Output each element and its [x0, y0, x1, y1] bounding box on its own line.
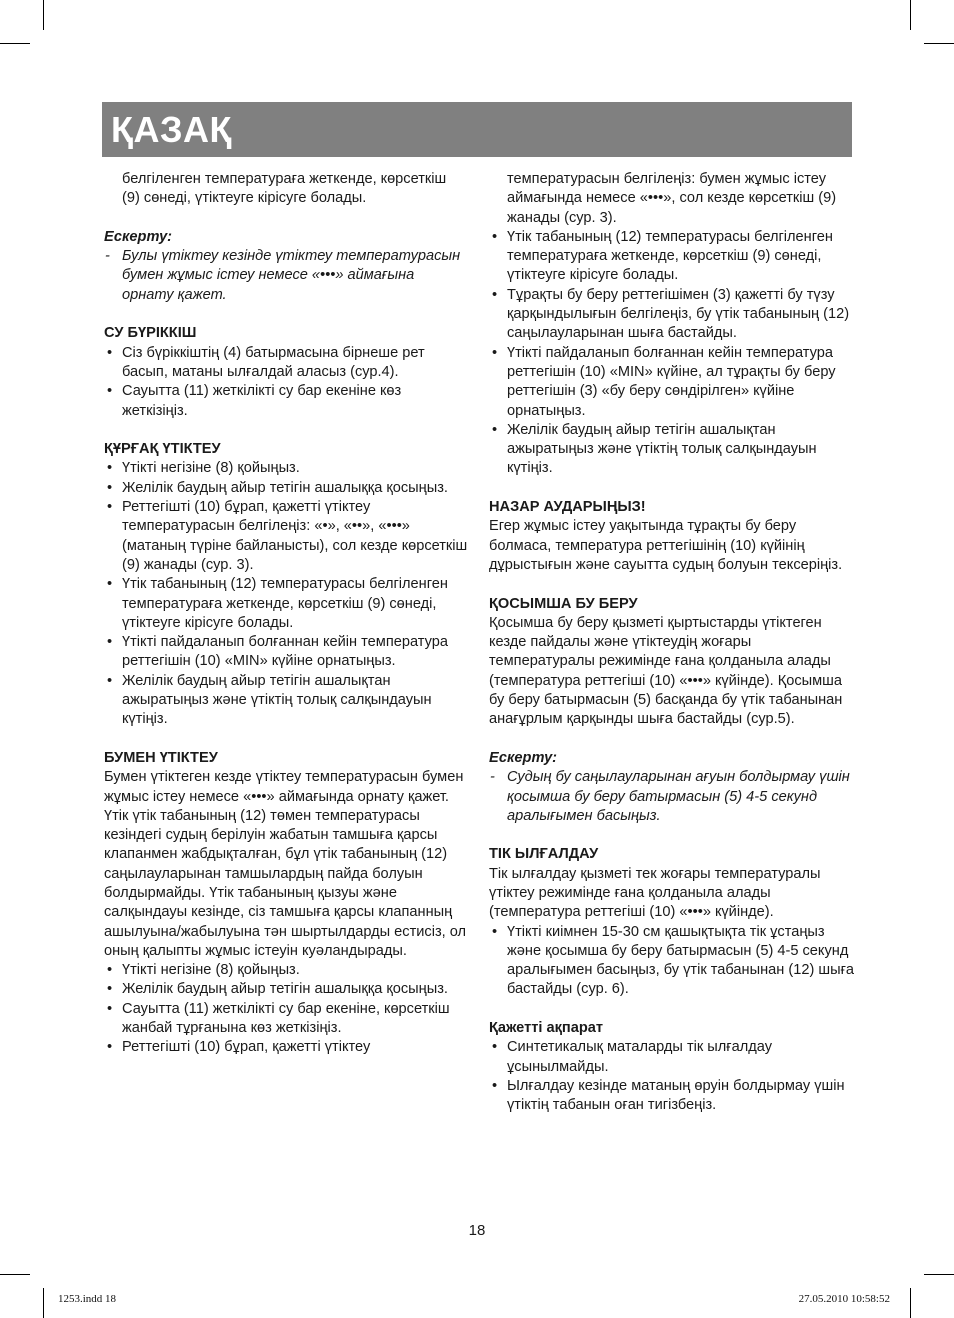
- page-number: 18: [468, 1222, 486, 1239]
- steam-paragraph-2: Үтік үтік табанының (12) төмен температурасы кезіндегі судың берілуін жабатын тамшыға қарсы клапанмен жабдықталған, бұл үтік табанының (12) саңылауларынан тамшылардың пайда болуын болдырмайды. Үтік табанының қызуы және салқындауы кезінде, сіз тамшыға қарсы клапанның ашылуына/жабылуына тән шыртылдарды естисіз, ол оның қалыпты жұмыс істеуін куәландырады.: [104, 807, 467, 959]
- note-item: - Булы үтіктеу кезінде үтіктеу температурасын бумен жұмыс істеу немесе «•••» аймағына орнату қажет.: [104, 247, 468, 305]
- list-item: • Реттегішті (10) бұрап, қажетті үтіктеу: [104, 1038, 468, 1057]
- list-item: • Үтікті пайдаланып болғаннан кейін температура реттегішін (10) «MIN» күйіне, ал тұрақты бу беру реттегішін (3) «бу беру сөндірілген» күйіне орнатыңыз.: [489, 344, 854, 421]
- right-column: [489, 170, 854, 1116]
- crop-mark-br-h: [924, 1274, 954, 1275]
- list-item: • Синтетикалық маталарды тік ылғалдау ұсынылмайды.: [489, 1038, 854, 1077]
- right-lead-text: температурасын белгілеңіз: бумен жұмыс істеу аймағында немесе «•••», сол кезде көрсеткіш (9) жанады (сур. 3).: [507, 171, 837, 226]
- attention-section: [489, 498, 854, 575]
- list-item: • Реттегішті (10) бұрап, қажетті үтіктеу температурасын белгілеңіз: «•», «••», «•••» (матаның түріне байланысты), сол кезде көрсеткіш (9) жанады (сур. 3).: [104, 498, 468, 575]
- note-title-1: Ескерту:: [104, 228, 173, 245]
- info-title: Қажетті ақпарат: [489, 1020, 604, 1037]
- crop-mark-tr-v: [910, 0, 911, 30]
- list-item: • Үтікті негізіне (8) қойыңыз.: [104, 459, 468, 478]
- file-slug: 1253.indd 18: [58, 1293, 117, 1305]
- attention-text: Егер жұмыс істеу уақытында тұрақты бу беру болмаса, температура реттегішінің (10) күйінің дұрыстығын және сауытта судың болуын тексеріңіз.: [489, 518, 843, 573]
- steam-boost-title: ҚОСЫМША БУ БЕРУ: [489, 595, 638, 612]
- steam-boost-text: Қосымша бу беру қызметі қыртыстарды үтіктеген кезде пайдалы және үтіктеудің жоғары температуралы режимінде ғана қолданыла алады (температура реттегіші (10) «•••» күйінде). Қосымша бу беру батырмасын (5) басқанда бу үтік табанынан анағұрлым қарқынды шыға бастайды (сур.5).: [489, 614, 843, 728]
- dry-ironing-section: [104, 440, 468, 729]
- spray-list: [104, 344, 468, 421]
- info-section: [489, 1019, 854, 1115]
- list-item: • Желілік баудың айыр тетігін ашалыққа қосыңыз.: [104, 479, 468, 498]
- steam-ironing-title: БУМЕН ҮТІКТЕУ: [104, 749, 218, 766]
- list-item: • Желілік баудың айыр тетігін ашалыққа қосыңыз.: [104, 980, 468, 999]
- list-item: • Үтік табанының (12) температурасы белгіленген температураға жеткенде, көрсеткіш (9) сөнеді, үтіктеуге кірісуге болады.: [104, 575, 468, 633]
- dry-ironing-title: ҚҰРҒАҚ ҮТІКТЕУ: [104, 441, 221, 458]
- crop-mark-tl-h: [0, 43, 30, 44]
- crop-mark-tl-v: [43, 0, 44, 30]
- list-item: • Ылғалдау кезінде матаның өруін болдырмау үшін үтіктің табанын оған тигізбеңіз.: [489, 1077, 854, 1116]
- steam-ironing-list: [104, 961, 468, 1057]
- vertical-steam-list: [489, 923, 854, 1000]
- crop-mark-bl-v: [43, 1288, 44, 1318]
- page-title: ҚАЗАҚ: [111, 109, 232, 150]
- attention-title: НАЗАР АУДАРЫҢЫЗ!: [489, 499, 646, 516]
- vertical-steam-section: [489, 845, 854, 999]
- list-item: • Сіз бүріккіштің (4) батырмасына бірнеше рет басып, матаны ылғалдай аласыз (сур.4).: [104, 344, 468, 383]
- list-item: • Тұрақты бу беру реттегішімен (3) қажетті бу түзу қарқындылығын белгілеңіз, бу үтік табанының (12) саңылауларынан шыға бастайды.: [489, 286, 854, 344]
- date-slug: 27.05.2010 10:58:52: [798, 1293, 890, 1305]
- dry-ironing-list: [104, 459, 468, 729]
- spray-section-title: СУ БҮРІККІШ: [104, 325, 197, 342]
- vertical-steam-text: Тік ылғалдау қызметі тек жоғары температуралы үтіктеу режимінде ғана қолданыла алады (температура реттегіші (10) «•••» күйінде).: [489, 865, 821, 921]
- list-item: • Желілік баудың айыр тетігін ашалықтан ажыратыңыз және үтіктің толық салқындауын күтіңіз.: [104, 672, 468, 730]
- list-item: • Сауытта (11) жеткілікті су бар екеніне көз жеткізіңіз.: [104, 382, 468, 421]
- note-title-2: Ескерту:: [489, 749, 558, 766]
- list-item: • Үтікті негізіне (8) қойыңыз.: [104, 961, 468, 980]
- steam-boost-section: [489, 595, 854, 730]
- list-item: • Үтік табанының (12) температурасы белгіленген температураға жеткенде, көрсеткіш (9) сөнеді, үтіктеуге кірісуге болады.: [489, 228, 854, 286]
- list-item: • Желілік баудың айыр тетігін ашалықтан ажыратыңыз және үтіктің толық салқындауын күтіңіз.: [489, 421, 854, 479]
- left-column: [104, 170, 468, 1058]
- crop-mark-tr-h: [924, 43, 954, 44]
- note-list-1: [104, 247, 468, 305]
- left-lead-text: белгіленген температураға жеткенде, көрсеткіш (9) сөнеді, үтіктеуге кірісуге болады.: [122, 171, 447, 207]
- crop-mark-bl-h: [0, 1274, 30, 1275]
- right-steam-list: [489, 228, 854, 479]
- list-item: • Үтікті пайдаланып болғаннан кейін температура реттегішін (10) «MIN» күйіне орнатыңыз.: [104, 633, 468, 672]
- vertical-steam-title: ТІК ЫЛҒАЛДАУ: [489, 846, 599, 863]
- info-list: [489, 1038, 854, 1115]
- list-item: • Сауытта (11) жеткілікті су бар екеніне, көрсеткіш жанбай тұрғанына көз жеткізіңіз.: [104, 1000, 468, 1039]
- note-section-1: [104, 228, 468, 305]
- spray-section: [104, 324, 468, 420]
- note-section-2: [489, 749, 854, 826]
- crop-mark-br-v: [910, 1288, 911, 1318]
- steam-ironing-section: [104, 749, 468, 1058]
- language-header-bar: [102, 102, 852, 157]
- steam-paragraph-1: Бумен үтіктеген кезде үтіктеу температурасын бумен жұмыс істеу немесе «•••» аймағында орнату қажет.: [104, 769, 464, 805]
- list-item: • Үтікті киімнен 15-30 см қашықтықта тік ұстаңыз және қосымша бу беру батырмасын (5) 4-5 секунд аралығымен басыңыз, бу үтік табанынан (12) шыға бастайды (сур. 6).: [489, 923, 854, 1000]
- note-list-2: [489, 768, 854, 826]
- note-item: - Судың бу саңылауларынан ағуын болдырмау үшін қосымша бу беру батырмасын (5) 4-5 секунд аралығымен басыңыз.: [489, 768, 854, 826]
